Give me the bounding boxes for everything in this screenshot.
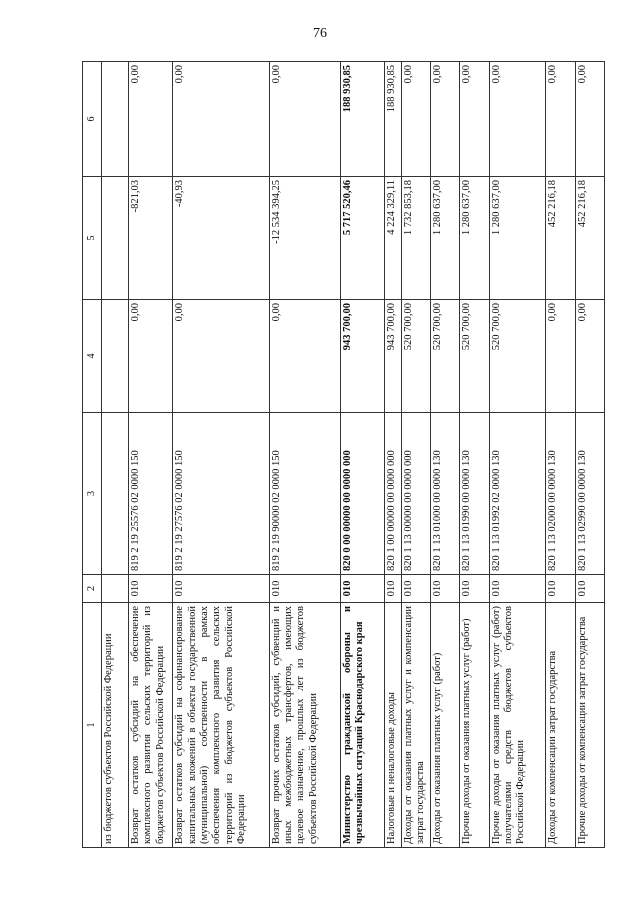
row-actual: -12 534 394,25 (269, 177, 340, 300)
table-row (269, 62, 340, 848)
table-row (384, 62, 401, 848)
row-other: 0,00 (575, 62, 604, 177)
header-cell: 6 (83, 62, 102, 177)
table-row (401, 62, 430, 848)
row-kbk: 820 1 13 00000 00 0000 000 (401, 413, 430, 575)
row-plan: 0,00 (269, 300, 340, 413)
header-cell: 5 (83, 177, 102, 300)
row-actual: 452 216,18 (546, 177, 575, 300)
row-kbk: 820 1 13 02000 00 0000 130 (546, 413, 575, 575)
header-cell: 4 (83, 300, 102, 413)
row-code: 010 (173, 575, 269, 603)
row-plan: 0,00 (173, 300, 269, 413)
row-plan: 520 700,00 (430, 300, 459, 413)
row-code: 010 (129, 575, 173, 603)
row-kbk: 820 0 00 00000 00 0000 000 (340, 413, 384, 575)
row-actual: -40,93 (173, 177, 269, 300)
row-other: 188 930,85 (340, 62, 384, 177)
row-actual: 1 732 853,18 (401, 177, 430, 300)
row-plan (101, 300, 128, 413)
row-kbk: 820 1 13 01992 02 0000 130 (489, 413, 546, 575)
row-actual (101, 177, 128, 300)
row-actual: 1 280 637,00 (460, 177, 489, 300)
page-number: 76 (313, 26, 327, 41)
row-name: Налоговые и неналоговые доходы (384, 603, 401, 848)
row-kbk (101, 413, 128, 575)
row-code: 010 (384, 575, 401, 603)
row-other: 0,00 (489, 62, 546, 177)
header-cell: 3 (83, 413, 102, 575)
row-name: Министерство гражданской обороны и чрезвычайных ситуаций Краснодарского края (340, 603, 384, 848)
row-code: 010 (340, 575, 384, 603)
row-actual: 4 224 329,11 (384, 177, 401, 300)
row-code: 010 (430, 575, 459, 603)
row-name: Доходы от компенсации затрат государства (546, 603, 575, 848)
row-plan: 943 700,00 (384, 300, 401, 413)
row-code (101, 575, 128, 603)
budget-table (82, 61, 605, 848)
row-actual: 1 280 637,00 (430, 177, 459, 300)
row-other: 0,00 (173, 62, 269, 177)
table-row (101, 62, 128, 848)
row-kbk: 820 1 00 00000 00 0000 000 (384, 413, 401, 575)
row-plan: 0,00 (575, 300, 604, 413)
table-row (173, 62, 269, 848)
row-kbk: 819 2 19 90000 02 0000 150 (269, 413, 340, 575)
row-other: 0,00 (546, 62, 575, 177)
row-name: Возврат остатков субсидий на софинансирование капитальных вложений в объекты государственной (муниципальной) собственности в рамках обеспечения комплексного развития сельских территорий из бюджетов субъектов Российской Федерации (173, 603, 269, 848)
table-header-row (83, 62, 102, 848)
row-kbk: 820 1 13 01000 00 0000 130 (430, 413, 459, 575)
row-code: 010 (269, 575, 340, 603)
row-code: 010 (460, 575, 489, 603)
table-row (129, 62, 173, 848)
row-actual: 5 717 520,46 (340, 177, 384, 300)
row-plan: 0,00 (546, 300, 575, 413)
row-kbk: 819 2 19 25576 02 0000 150 (129, 413, 173, 575)
row-code: 010 (575, 575, 604, 603)
table-row (489, 62, 546, 848)
table-row (460, 62, 489, 848)
row-plan: 0,00 (129, 300, 173, 413)
table-row (430, 62, 459, 848)
row-name: Прочие доходы от оказания платных услуг (работ) получателями средств бюджетов субъектов Российской Федерации (489, 603, 546, 848)
row-kbk: 819 2 19 27576 02 0000 150 (173, 413, 269, 575)
row-other: 188 930,85 (384, 62, 401, 177)
row-name: Прочие доходы от оказания платных услуг (работ) (460, 603, 489, 848)
row-other: 0,00 (430, 62, 459, 177)
row-name: Возврат прочих остатков субсидий, субвенций и иных межбюджетных трансфертов, имеющих целевое назначение, прошлых лет из бюджетов субъектов Российской Федерации (269, 603, 340, 848)
row-other: 0,00 (460, 62, 489, 177)
row-plan: 520 700,00 (489, 300, 546, 413)
row-actual: 452 216,18 (575, 177, 604, 300)
row-name: из бюджетов субъектов Российской Федерации (101, 603, 128, 848)
table-row (575, 62, 604, 848)
row-name: Доходы от оказания платных услуг и компенсации затрат государства (401, 603, 430, 848)
row-plan: 520 700,00 (401, 300, 430, 413)
row-code: 010 (401, 575, 430, 603)
row-code: 010 (489, 575, 546, 603)
row-plan: 520 700,00 (460, 300, 489, 413)
rotated-table-container (82, 62, 605, 848)
row-name: Возврат остатков субсидий на обеспечение комплексного развития сельских территорий из бюджетов субъектов Российской Федерации (129, 603, 173, 848)
row-kbk: 820 1 13 02990 00 0000 130 (575, 413, 604, 575)
header-cell: 2 (83, 575, 102, 603)
table-row (340, 62, 384, 848)
row-code: 010 (546, 575, 575, 603)
header-cell: 1 (83, 603, 102, 848)
table-row (546, 62, 575, 848)
row-other: 0,00 (401, 62, 430, 177)
row-plan: 943 700,00 (340, 300, 384, 413)
row-kbk: 820 1 13 01990 00 0000 130 (460, 413, 489, 575)
row-other: 0,00 (269, 62, 340, 177)
row-name: Доходы от оказания платных услуг (работ) (430, 603, 459, 848)
row-other (101, 62, 128, 177)
row-actual: -821,03 (129, 177, 173, 300)
row-name: Прочие доходы от компенсации затрат государства (575, 603, 604, 848)
row-actual: 1 280 637,00 (489, 177, 546, 300)
row-other: 0,00 (129, 62, 173, 177)
